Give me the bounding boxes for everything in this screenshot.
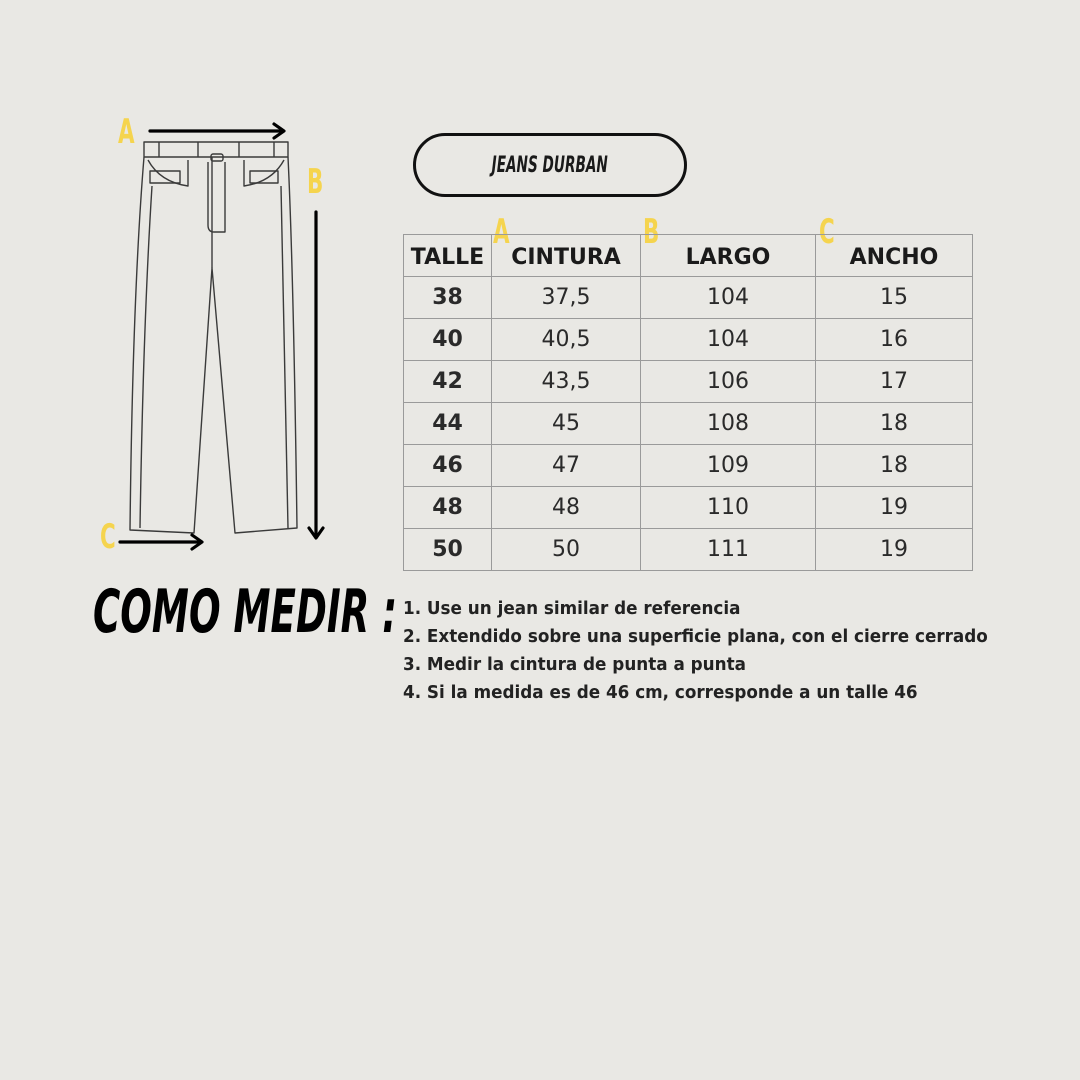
cell-largo: 109 (641, 445, 816, 487)
cell-cintura: 40,5 (492, 319, 641, 361)
jeans-diagram (0, 0, 400, 600)
cell-ancho: 18 (816, 445, 973, 487)
cell-ancho: 18 (816, 403, 973, 445)
header-marker-a: A (493, 212, 510, 252)
header-marker-b: B (643, 212, 660, 252)
table-row (404, 445, 973, 487)
cell-talle: 42 (404, 361, 492, 403)
cell-largo: 104 (641, 319, 816, 361)
table-row (404, 529, 973, 571)
cell-ancho: 19 (816, 529, 973, 571)
cell-ancho: 17 (816, 361, 973, 403)
cell-talle: 40 (404, 319, 492, 361)
table-row (404, 277, 973, 319)
product-title-pill (413, 133, 687, 197)
cell-ancho: 15 (816, 277, 973, 319)
cell-talle: 44 (404, 403, 492, 445)
cell-cintura: 48 (492, 487, 641, 529)
step-item: 4. Si la medida es de 46 cm, corresponde a un talle 46 (403, 683, 918, 703)
table-row (404, 403, 973, 445)
marker-c: C (100, 517, 116, 557)
header-talle: TALLE (404, 235, 492, 277)
cell-largo: 108 (641, 403, 816, 445)
cell-talle: 46 (404, 445, 492, 487)
step-item: 2. Extendido sobre una superficie plana, con el cierre cerrado (403, 627, 988, 647)
header-ancho: ANCHO (816, 235, 973, 277)
cell-talle: 50 (404, 529, 492, 571)
table-row (404, 487, 973, 529)
cell-largo: 106 (641, 361, 816, 403)
table-header-row (404, 235, 973, 277)
cell-ancho: 19 (816, 487, 973, 529)
cell-largo: 111 (641, 529, 816, 571)
step-item: 3. Medir la cintura de punta a punta (403, 655, 746, 675)
cell-talle: 48 (404, 487, 492, 529)
header-largo: LARGO (641, 235, 816, 277)
table-row (404, 361, 973, 403)
jeans-outline (130, 157, 297, 533)
como-medir-heading: COMO MEDIR : (93, 577, 398, 647)
cell-largo: 104 (641, 277, 816, 319)
marker-b: B (307, 162, 324, 202)
cell-talle: 38 (404, 277, 492, 319)
cell-ancho: 16 (816, 319, 973, 361)
size-table (403, 234, 973, 571)
cell-cintura: 37,5 (492, 277, 641, 319)
cell-cintura: 43,5 (492, 361, 641, 403)
header-cintura: CINTURA (492, 235, 641, 277)
jeans-waistband (144, 142, 288, 157)
cell-cintura: 47 (492, 445, 641, 487)
table-row (404, 319, 973, 361)
header-marker-c: C (819, 212, 835, 252)
product-title: JEANS DURBAN (491, 152, 609, 178)
step-item: 1. Use un jean similar de referencia (403, 599, 741, 619)
measure-steps (403, 595, 1012, 707)
cell-cintura: 45 (492, 403, 641, 445)
cell-cintura: 50 (492, 529, 641, 571)
marker-a: A (118, 112, 135, 152)
cell-largo: 110 (641, 487, 816, 529)
